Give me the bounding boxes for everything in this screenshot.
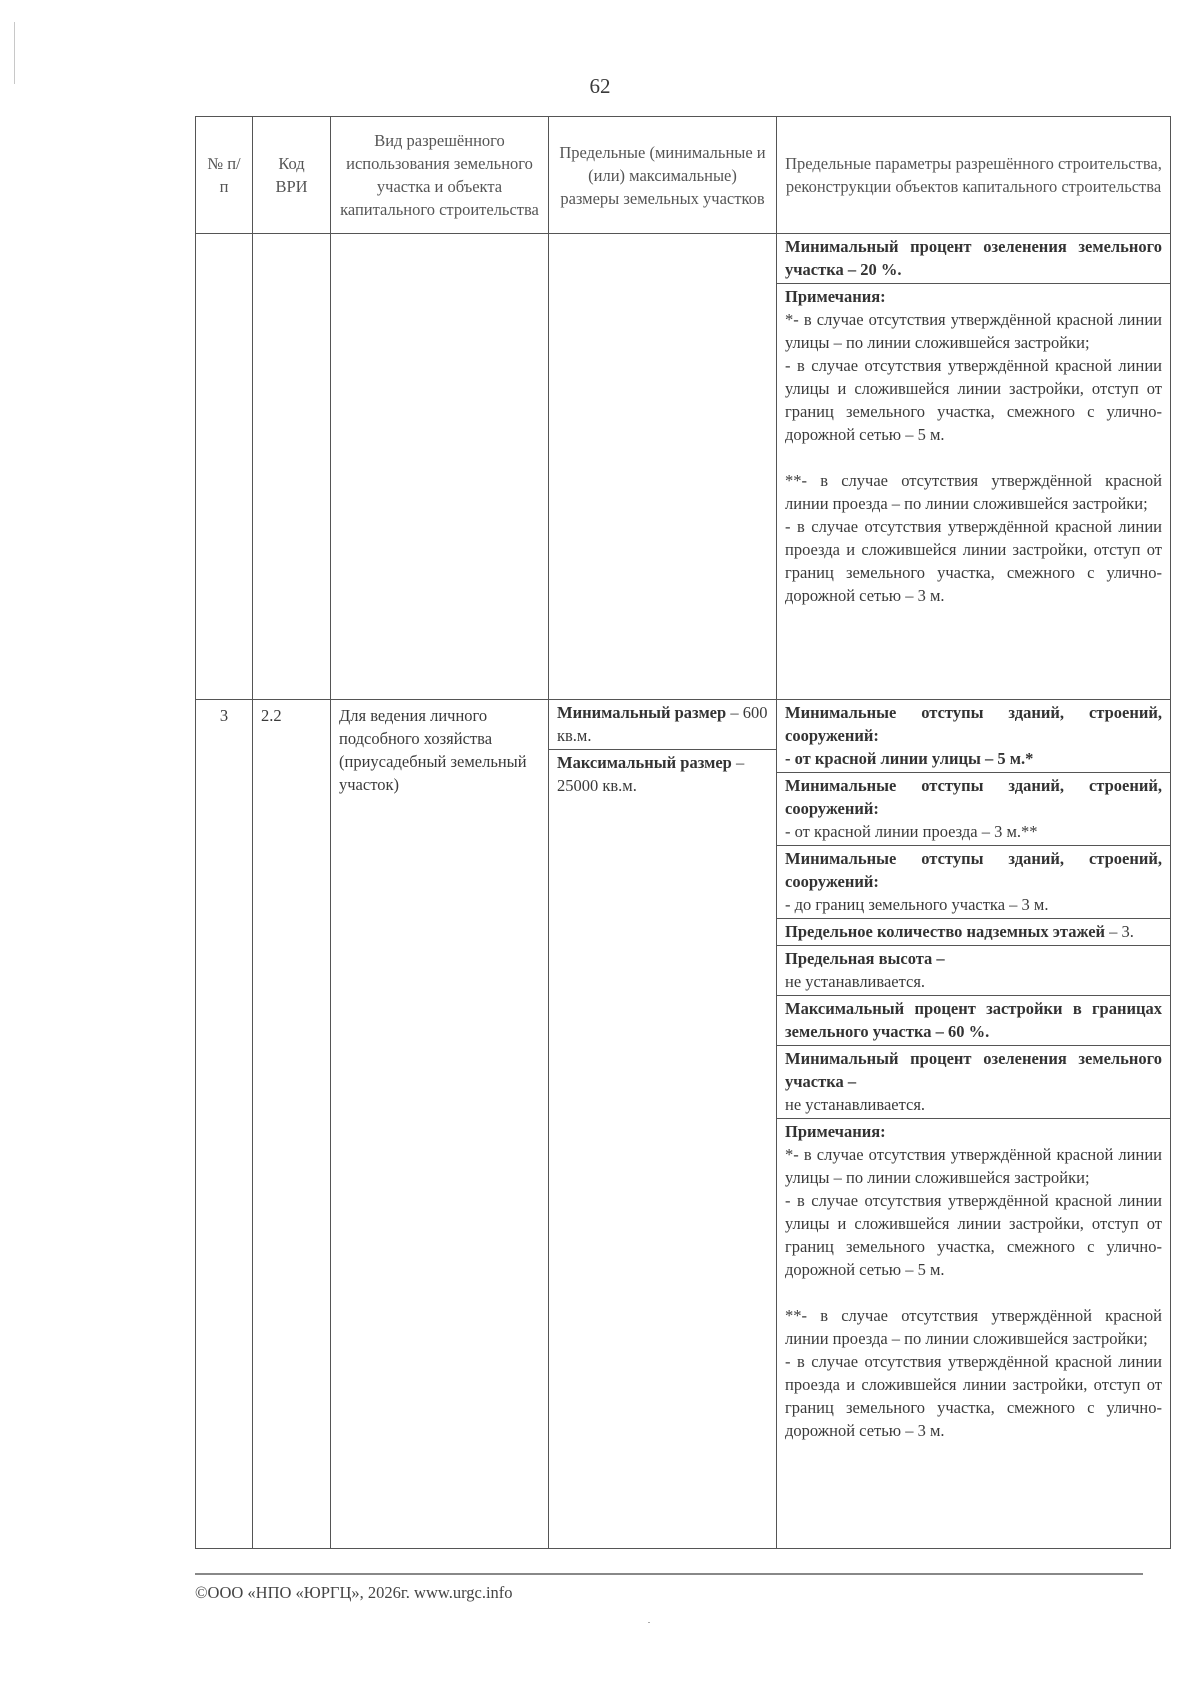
note-item: *- в случае отсутствия утверждённой красной линии улицы – по линии сложившейся застройки; xyxy=(785,310,1162,352)
note-item: **- в случае отсутствия утверждённой красной линии проезда – по линии сложившейся застройки; xyxy=(785,471,1162,513)
header-plot-sizes: Предельные (минимальные и (или) максимальные) размеры земельных участков xyxy=(549,117,777,234)
param-setback-boundary: Минимальные отступы зданий, строений, сооружений: - до границ земельного участка – 3 м. xyxy=(777,846,1170,919)
size-min: Минимальный размер – 600 кв.м. xyxy=(549,700,776,750)
notes-title: Примечания: xyxy=(785,287,886,306)
note-item: *- в случае отсутствия утверждённой красной линии улицы – по линии сложившейся застройки; xyxy=(785,1145,1162,1187)
param-setback-street: Минимальные отступы зданий, строений, сооружений: - от красной линии улицы – 5 м.* xyxy=(777,700,1170,773)
note-item: - в случае отсутствия утверждённой красной линии проезда и сложившейся линии застройки, отступ от границ земельного участка, смежного с улично-дорожной сетью – 3 м. xyxy=(785,517,1162,605)
notes-block xyxy=(777,284,1170,699)
header-permitted-use: Вид разрешённого использования земельного участка и объекта капитального строительства xyxy=(331,117,549,234)
note-item: - в случае отсутствия утверждённой красной линии улицы и сложившейся линии застройки, отступ от границ земельного участка, смежного с улично-дорожной сетью – 5 м. xyxy=(785,356,1162,444)
footer-copyright: ©ООО «НПО «ЮРГЦ», 2026г. www.urgc.info xyxy=(195,1583,513,1602)
note-item: - в случае отсутствия утверждённой красной линии проезда и сложившейся линии застройки, отступ от границ земельного участка, смежного с улично-дорожной сетью – 3 м. xyxy=(785,1352,1162,1440)
zoning-regulations-table xyxy=(195,116,1171,1549)
scan-speck xyxy=(648,1622,650,1623)
param-floors: Предельное количество надземных этажей – 3. xyxy=(777,919,1170,946)
footer-divider xyxy=(195,1573,1143,1575)
param-build-percent: Максимальный процент застройки в границах земельного участка – 60 %. xyxy=(777,996,1170,1046)
note-item: **- в случае отсутствия утверждённой красной линии проезда – по линии сложившейся застройки; xyxy=(785,1306,1162,1348)
header-code: Код ВРИ xyxy=(253,117,331,234)
row-code: 2.2 xyxy=(253,700,331,1549)
header-construction-parameters: Предельные параметры разрешённого строительства, реконструкции объектов капитального строительства xyxy=(777,117,1171,234)
param-setback-driveway: Минимальные отступы зданий, строений, сооружений: - от красной линии проезда – 3 м.** xyxy=(777,773,1170,846)
table-row-continued xyxy=(196,234,1171,700)
notes-block xyxy=(777,1119,1170,1548)
page-number: 62 xyxy=(589,74,611,98)
param-green-percent: Минимальный процент озеленения земельного участка – не устанавливается. xyxy=(777,1046,1170,1119)
size-max: Максимальный размер – 25000 кв.м. xyxy=(557,753,745,795)
row-permitted-use: Для ведения личного подсобного хозяйства (приусадебный земельный участок) xyxy=(331,700,549,1549)
param-height: Предельная высота – не устанавливается. xyxy=(777,946,1170,996)
note-item: - в случае отсутствия утверждённой красной линии улицы и сложившейся линии застройки, отступ от границ земельного участка, смежного с улично-дорожной сетью – 5 м. xyxy=(785,1191,1162,1279)
header-number: № п/п xyxy=(196,117,253,234)
param-green-percent: Минимальный процент озеленения земельного участка – 20 %. xyxy=(777,234,1170,284)
notes-title: Примечания: xyxy=(785,1122,886,1141)
table-row-3 xyxy=(196,700,1171,1549)
table-header-row xyxy=(196,117,1171,234)
row-number: 3 xyxy=(196,700,253,1549)
